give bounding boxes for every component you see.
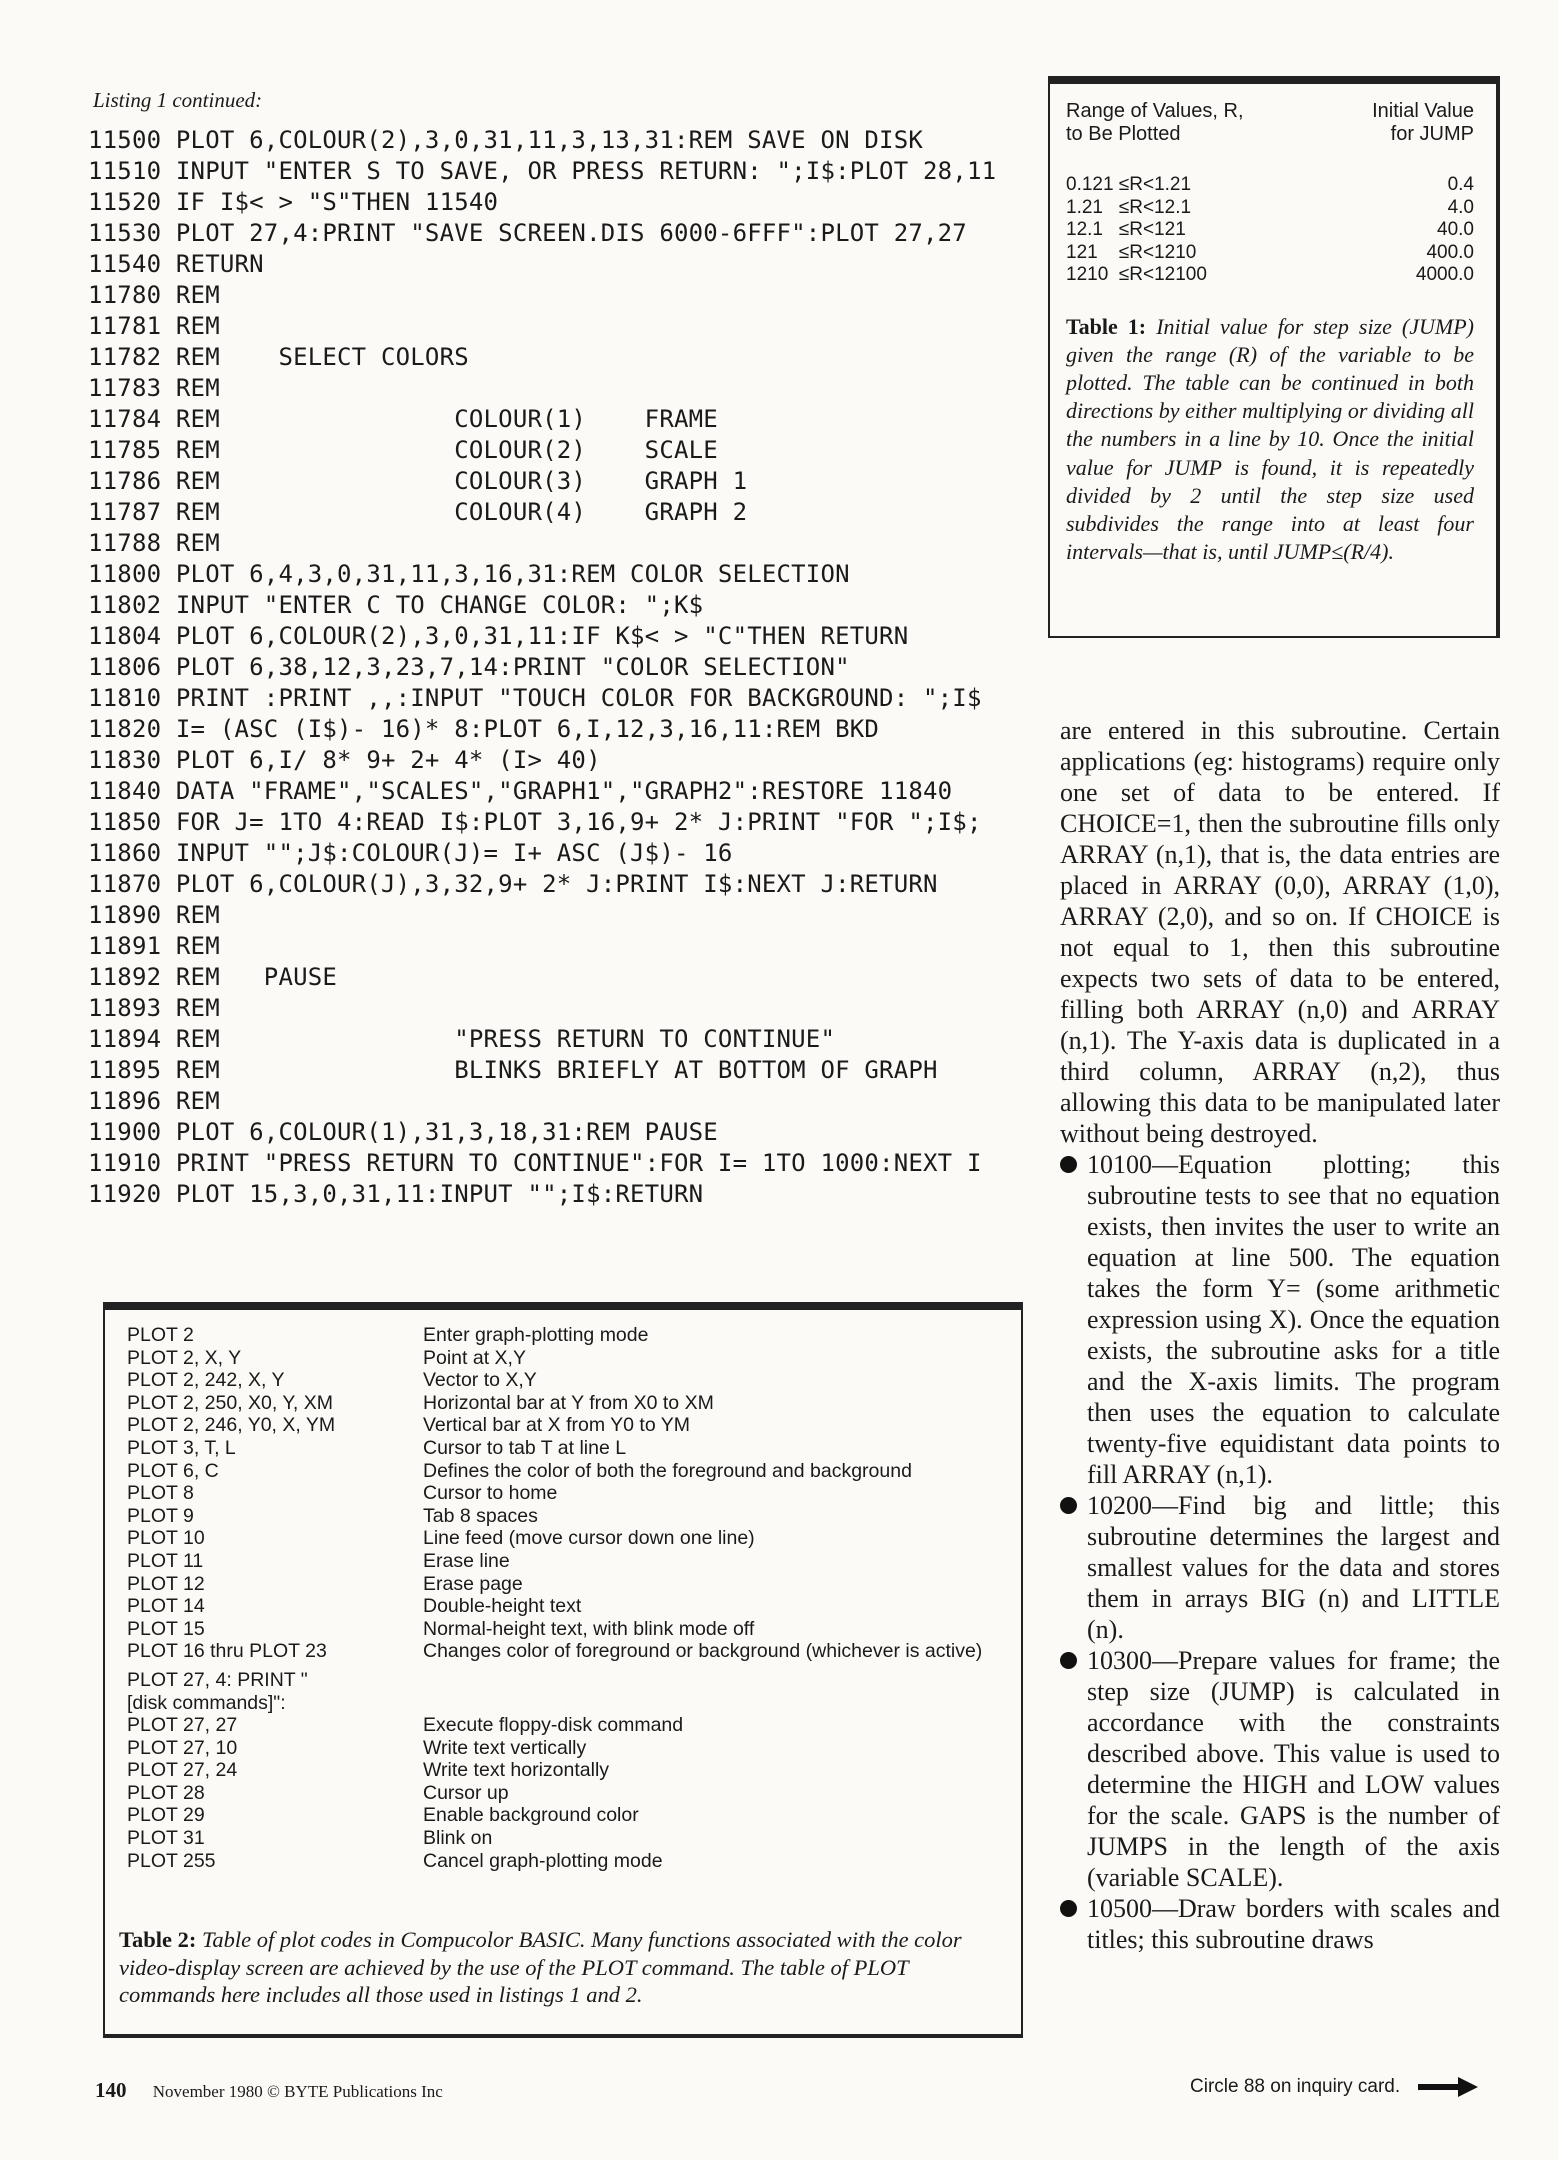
plot-description-cell: Cursor to home (423, 1482, 558, 1505)
code-line: 11783 REM (88, 374, 220, 402)
code-line: 11520 IF I$< > "S"THEN 11540 (88, 188, 499, 216)
plot-description-cell (327, 1669, 1001, 1714)
plot-description-cell: Defines the color of both the foreground and background (423, 1459, 912, 1482)
table-2-row (127, 1482, 1001, 1505)
body-bullets (1060, 1149, 1500, 1955)
page-number: 140 (95, 2078, 127, 2102)
table-2-caption (119, 1926, 1007, 2009)
plot-code-cell: PLOT 11 (127, 1549, 204, 1572)
table-1-row (1066, 197, 1474, 220)
table-1-caption-text: Initial value for step size (JUMP) given the range (R) of the variable to be plotted. The table can be continued in both directions by either multiplying or dividing all the numbers in a line by 10. Once the initial value for JUMP is found, it is repeatedly divided by 2 until the step size used subdivides the range into at least four intervals—that is, until JUMP≤(R/4). (1066, 313, 1474, 565)
code-line: 11895 REM BLINKS BRIEFLY AT BOTTOM OF GRAPH (88, 1056, 938, 1084)
table-2-row (127, 1347, 1001, 1370)
plot-description-cell: Enter graph-plotting mode (423, 1324, 649, 1346)
table-2-row (127, 1737, 1001, 1760)
table-2-row (127, 1369, 1001, 1392)
list-item (1060, 1645, 1500, 1893)
plot-description-cell: Enable background color (423, 1804, 639, 1827)
plot-description-cell: Cursor up (423, 1781, 509, 1804)
plot-description-cell: Vertical bar at X from Y0 to YM (423, 1414, 690, 1437)
table-2-row (127, 1550, 1001, 1573)
plot-code-cell: PLOT 27, 24 (127, 1759, 238, 1782)
table-2-row (127, 1850, 1001, 1873)
plot-code-cell: PLOT 27, 27 (127, 1714, 238, 1737)
jump-value-cell: 0.4 (1447, 174, 1474, 195)
plot-description-cell: Line feed (move cursor down one line) (423, 1527, 755, 1550)
table-2-row (127, 1804, 1001, 1827)
bullet-icon (1060, 1900, 1077, 1917)
code-line: 11787 REM COLOUR(4) GRAPH 2 (88, 498, 748, 526)
plot-description-cell: Horizontal bar at Y from X0 to XM (423, 1391, 714, 1414)
plot-code-cell: PLOT 2 (127, 1324, 194, 1346)
code-line: 11806 PLOT 6,38,12,3,23,7,14:PRINT "COLOR SELECTION" (88, 653, 850, 681)
code-line: 11780 REM (88, 281, 220, 309)
plot-code-cell: PLOT 27, 10 (127, 1736, 238, 1759)
code-line: 11804 PLOT 6,COLOUR(2),3,0,31,11:IF K$< > "C"THEN RETURN (88, 622, 909, 650)
publication-line: November 1980 © BYTE Publications Inc (152, 2082, 443, 2101)
code-line: 11784 REM COLOUR(1) FRAME (88, 405, 718, 433)
code-line: 11510 INPUT "ENTER S TO SAVE, OR PRESS RETURN: ";I$:PLOT 28,11 (88, 157, 997, 185)
code-line: 11781 REM (88, 312, 220, 340)
range-cell: 12.1 ≤R<121 (1066, 219, 1186, 240)
plot-description-cell: Cursor to tab T at line L (423, 1436, 627, 1459)
plot-code-cell: PLOT 31 (127, 1827, 205, 1850)
code-line: 11782 REM SELECT COLORS (88, 343, 469, 371)
code-line: 11900 PLOT 6,COLOUR(1),31,3,18,31:REM PAUSE (88, 1118, 718, 1146)
table-2-row (127, 1392, 1001, 1415)
body-text (1060, 715, 1500, 1955)
table-1-caption-label: Table 1: (1066, 313, 1147, 339)
table-1-header-right-2: for JUMP (1390, 123, 1474, 145)
plot-description-cell: Blink on (423, 1827, 493, 1850)
table-1-row (1066, 219, 1474, 242)
plot-code-cell: PLOT 28 (127, 1781, 205, 1804)
plot-code-cell: PLOT 27, 4: PRINT "[disk commands]": (127, 1668, 308, 1714)
table-2-row (127, 1573, 1001, 1596)
code-line: 11786 REM COLOUR(3) GRAPH 1 (88, 467, 748, 495)
code-line: 11785 REM COLOUR(2) SCALE (88, 436, 718, 464)
table-2-caption-label: Table 2: (119, 1927, 197, 1952)
plot-description-cell: Execute floppy-disk command (423, 1714, 684, 1737)
table-2-row (127, 1595, 1001, 1618)
plot-code-cell: PLOT 10 (127, 1527, 205, 1550)
code-line: 11810 PRINT :PRINT ,,:INPUT "TOUCH COLOR FOR BACKGROUND: ";I$ (88, 684, 982, 712)
range-cell: 0.121 ≤R<1.21 (1066, 174, 1192, 195)
plot-code-cell: PLOT 2, 250, X0, Y, XM (127, 1391, 333, 1414)
arrow-right-icon (1418, 2077, 1478, 2097)
table-2-row (127, 1505, 1001, 1528)
list-item (1060, 1490, 1500, 1645)
code-line: 11893 REM (88, 994, 220, 1022)
table-1-row (1066, 242, 1474, 265)
plot-description-cell: Write text vertically (423, 1736, 587, 1759)
plot-code-cell: PLOT 3, T, L (127, 1436, 236, 1459)
plot-code-cell: PLOT 29 (127, 1804, 205, 1827)
code-line: 11840 DATA "FRAME","SCALES","GRAPH1","GRAPH2":RESTORE 11840 (88, 777, 953, 805)
code-line: 11540 RETURN (88, 250, 264, 278)
code-listing (88, 125, 1028, 1210)
plot-description-cell: Point at X,Y (423, 1346, 526, 1369)
bullet-icon (1060, 1497, 1077, 1514)
code-line: 11890 REM (88, 901, 220, 929)
plot-code-cell: PLOT 16 thru PLOT 23 (127, 1640, 327, 1663)
plot-code-cell: PLOT 12 (127, 1572, 205, 1595)
table-1-row (1066, 264, 1474, 287)
body-intro: are entered in this subroutine. Certain applications (eg: histograms) require only one set of data to be entered. If CHOICE=1, then the subroutine fills only ARRAY (n,1), that is, the data entries are placed in ARRAY (0,0), ARRAY (1,0), ARRAY (2,0), and so on. If CHOICE is not equal to 1, then this subroutine expects two sets of data to be entered, filling both ARRAY (n,0) and ARRAY (n,1). The Y-axis data is duplicated in a third column, ARRAY (n,2), thus allowing this data to be manipulated later without being destroyed. (1060, 716, 1500, 1148)
table-2-row (127, 1714, 1001, 1737)
table-2-row (127, 1527, 1001, 1550)
plot-description-cell: Normal-height text, with blink mode off (423, 1617, 755, 1640)
plot-code-cell: PLOT 15 (127, 1617, 205, 1640)
range-cell: 121 ≤R<1210 (1066, 241, 1197, 263)
listing-caption: Listing 1 continued: (93, 88, 263, 112)
code-line: 11500 PLOT 6,COLOUR(2),3,0,31,11,3,13,31:REM SAVE ON DISK (88, 126, 924, 154)
footer-left (95, 2078, 443, 2103)
table-2-row (127, 1669, 1001, 1714)
range-cell: 1.21 ≤R<12.1 (1066, 196, 1192, 218)
bullet-icon (1060, 1156, 1077, 1173)
jump-value-cell: 40.0 (1437, 219, 1474, 240)
table-1-row (1066, 174, 1474, 197)
jump-value-cell: 4.0 (1447, 196, 1474, 218)
table-2-row (127, 1759, 1001, 1782)
footer-right (1190, 2076, 1478, 2098)
code-line: 11860 INPUT "";J$:COLOUR(J)= I+ ASC (J$)- 16 (88, 839, 733, 867)
list-item (1060, 1893, 1500, 1955)
plot-description-cell: Cancel graph-plotting mode (423, 1849, 663, 1872)
table-2-row (127, 1437, 1001, 1460)
list-item (1060, 1149, 1500, 1490)
table-2-row (127, 1782, 1001, 1805)
plot-code-cell: PLOT 2, 246, Y0, X, YM (127, 1414, 336, 1437)
code-line: 11920 PLOT 15,3,0,31,11:INPUT "";I$:RETURN (88, 1180, 704, 1208)
code-line: 11802 INPUT "ENTER C TO CHANGE COLOR: ";K$ (88, 591, 704, 619)
code-line: 11870 PLOT 6,COLOUR(J),3,32,9+ 2* J:PRINT I$:NEXT J:RETURN (88, 870, 938, 898)
inquiry-text: Circle 88 on inquiry card. (1190, 2076, 1401, 2097)
range-cell: 1210 ≤R<12100 (1066, 264, 1207, 285)
bullet-text: 10100—Equation plotting; this subroutine tests to see that no equation exists, then invites the user to write an equation at line 500. The equation takes the form Y= (some arithmetic expression using X). Once the equation exists, the subroutine asks for a title and the X-axis limits. The program then uses the equation to calculate twenty-five equidistant data points to fill ARRAY (n,1). (1087, 1150, 1500, 1489)
table-2-row (127, 1324, 1001, 1347)
plot-code-cell: PLOT 14 (127, 1595, 205, 1618)
table-1-caption (1066, 313, 1474, 567)
code-line: 11788 REM (88, 529, 220, 557)
table-2-row (127, 1640, 1001, 1663)
table-1-header (1066, 100, 1474, 146)
code-line: 11820 I= (ASC (I$)- 16)* 8:PLOT 6,I,12,3,16,11:REM BKD (88, 715, 880, 743)
table-2-caption-text: Table of plot codes in Compucolor BASIC. Many functions associated with the color video-display screen are achieved by the use of the PLOT command. The table of PLOT commands here includes all those used in listings 1 and 2. (119, 1927, 962, 2007)
bullet-text: 10300—Prepare values for frame; the step size (JUMP) is calculated in accordance with the constraints described above. This value is used to determine the HIGH and LOW values for the scale. GAPS is the number of JUMPS in the length of the axis (variable SCALE). (1087, 1646, 1500, 1892)
code-line: 11894 REM "PRESS RETURN TO CONTINUE" (88, 1025, 836, 1053)
code-line: 11850 FOR J= 1TO 4:READ I$:PLOT 3,16,9+ 2* J:PRINT "FOR ";I$; (88, 808, 982, 836)
code-line: 11800 PLOT 6,4,3,0,31,11,3,16,31:REM COLOR SELECTION (88, 560, 850, 588)
plot-description-cell: Changes color of foreground or background (whichever is active) (423, 1640, 983, 1663)
table-1 (1048, 76, 1500, 638)
table-2 (103, 1302, 1023, 2038)
plot-code-cell: PLOT 9 (127, 1504, 194, 1527)
jump-value-cell: 400.0 (1426, 241, 1474, 263)
plot-code-cell: PLOT 6, C (127, 1459, 219, 1482)
plot-description-cell: Erase line (423, 1549, 510, 1572)
bullet-text: 10200—Find big and little; this subroutine determines the largest and smallest values for the data and stores them in arrays BIG (n) and LITTLE (n). (1087, 1491, 1500, 1644)
table-2-row (127, 1414, 1001, 1437)
code-line: 11896 REM (88, 1087, 220, 1115)
plot-description-cell: Erase page (423, 1572, 523, 1595)
code-line: 11892 REM PAUSE (88, 963, 338, 991)
bullet-icon (1060, 1652, 1077, 1669)
table-1-header-left-1: Range of Values, R, (1066, 100, 1244, 122)
table-1-header-left-2: to Be Plotted (1066, 123, 1181, 145)
table-2-row (127, 1827, 1001, 1850)
code-line: 11891 REM (88, 932, 220, 960)
code-line: 11830 PLOT 6,I/ 8* 9+ 2+ 4* (I> 40) (88, 746, 601, 774)
jump-value-cell: 4000.0 (1415, 264, 1474, 285)
plot-code-cell: PLOT 8 (127, 1482, 194, 1505)
table-2-row (127, 1618, 1001, 1641)
table-1-header-right-1: Initial Value (1372, 100, 1474, 122)
bullet-text: 10500—Draw borders with scales and titles; this subroutine draws (1087, 1894, 1500, 1954)
table-1-rows (1066, 174, 1474, 287)
code-line: 11910 PRINT "PRESS RETURN TO CONTINUE":FOR I= 1TO 1000:NEXT I (88, 1149, 982, 1177)
plot-code-cell: PLOT 255 (127, 1849, 216, 1872)
plot-code-cell: PLOT 2, 242, X, Y (127, 1369, 285, 1392)
plot-description-cell: Tab 8 spaces (423, 1504, 538, 1527)
code-line: 11530 PLOT 27,4:PRINT "SAVE SCREEN.DIS 6000-6FFF":PLOT 27,27 (88, 219, 967, 247)
table-2-rows (127, 1324, 1001, 1872)
plot-description-cell: Vector to X,Y (423, 1369, 537, 1392)
plot-description-cell: Write text horizontally (423, 1759, 610, 1782)
plot-description-cell: Double-height text (423, 1595, 582, 1618)
table-2-row (127, 1460, 1001, 1483)
plot-code-cell: PLOT 2, X, Y (127, 1346, 242, 1369)
